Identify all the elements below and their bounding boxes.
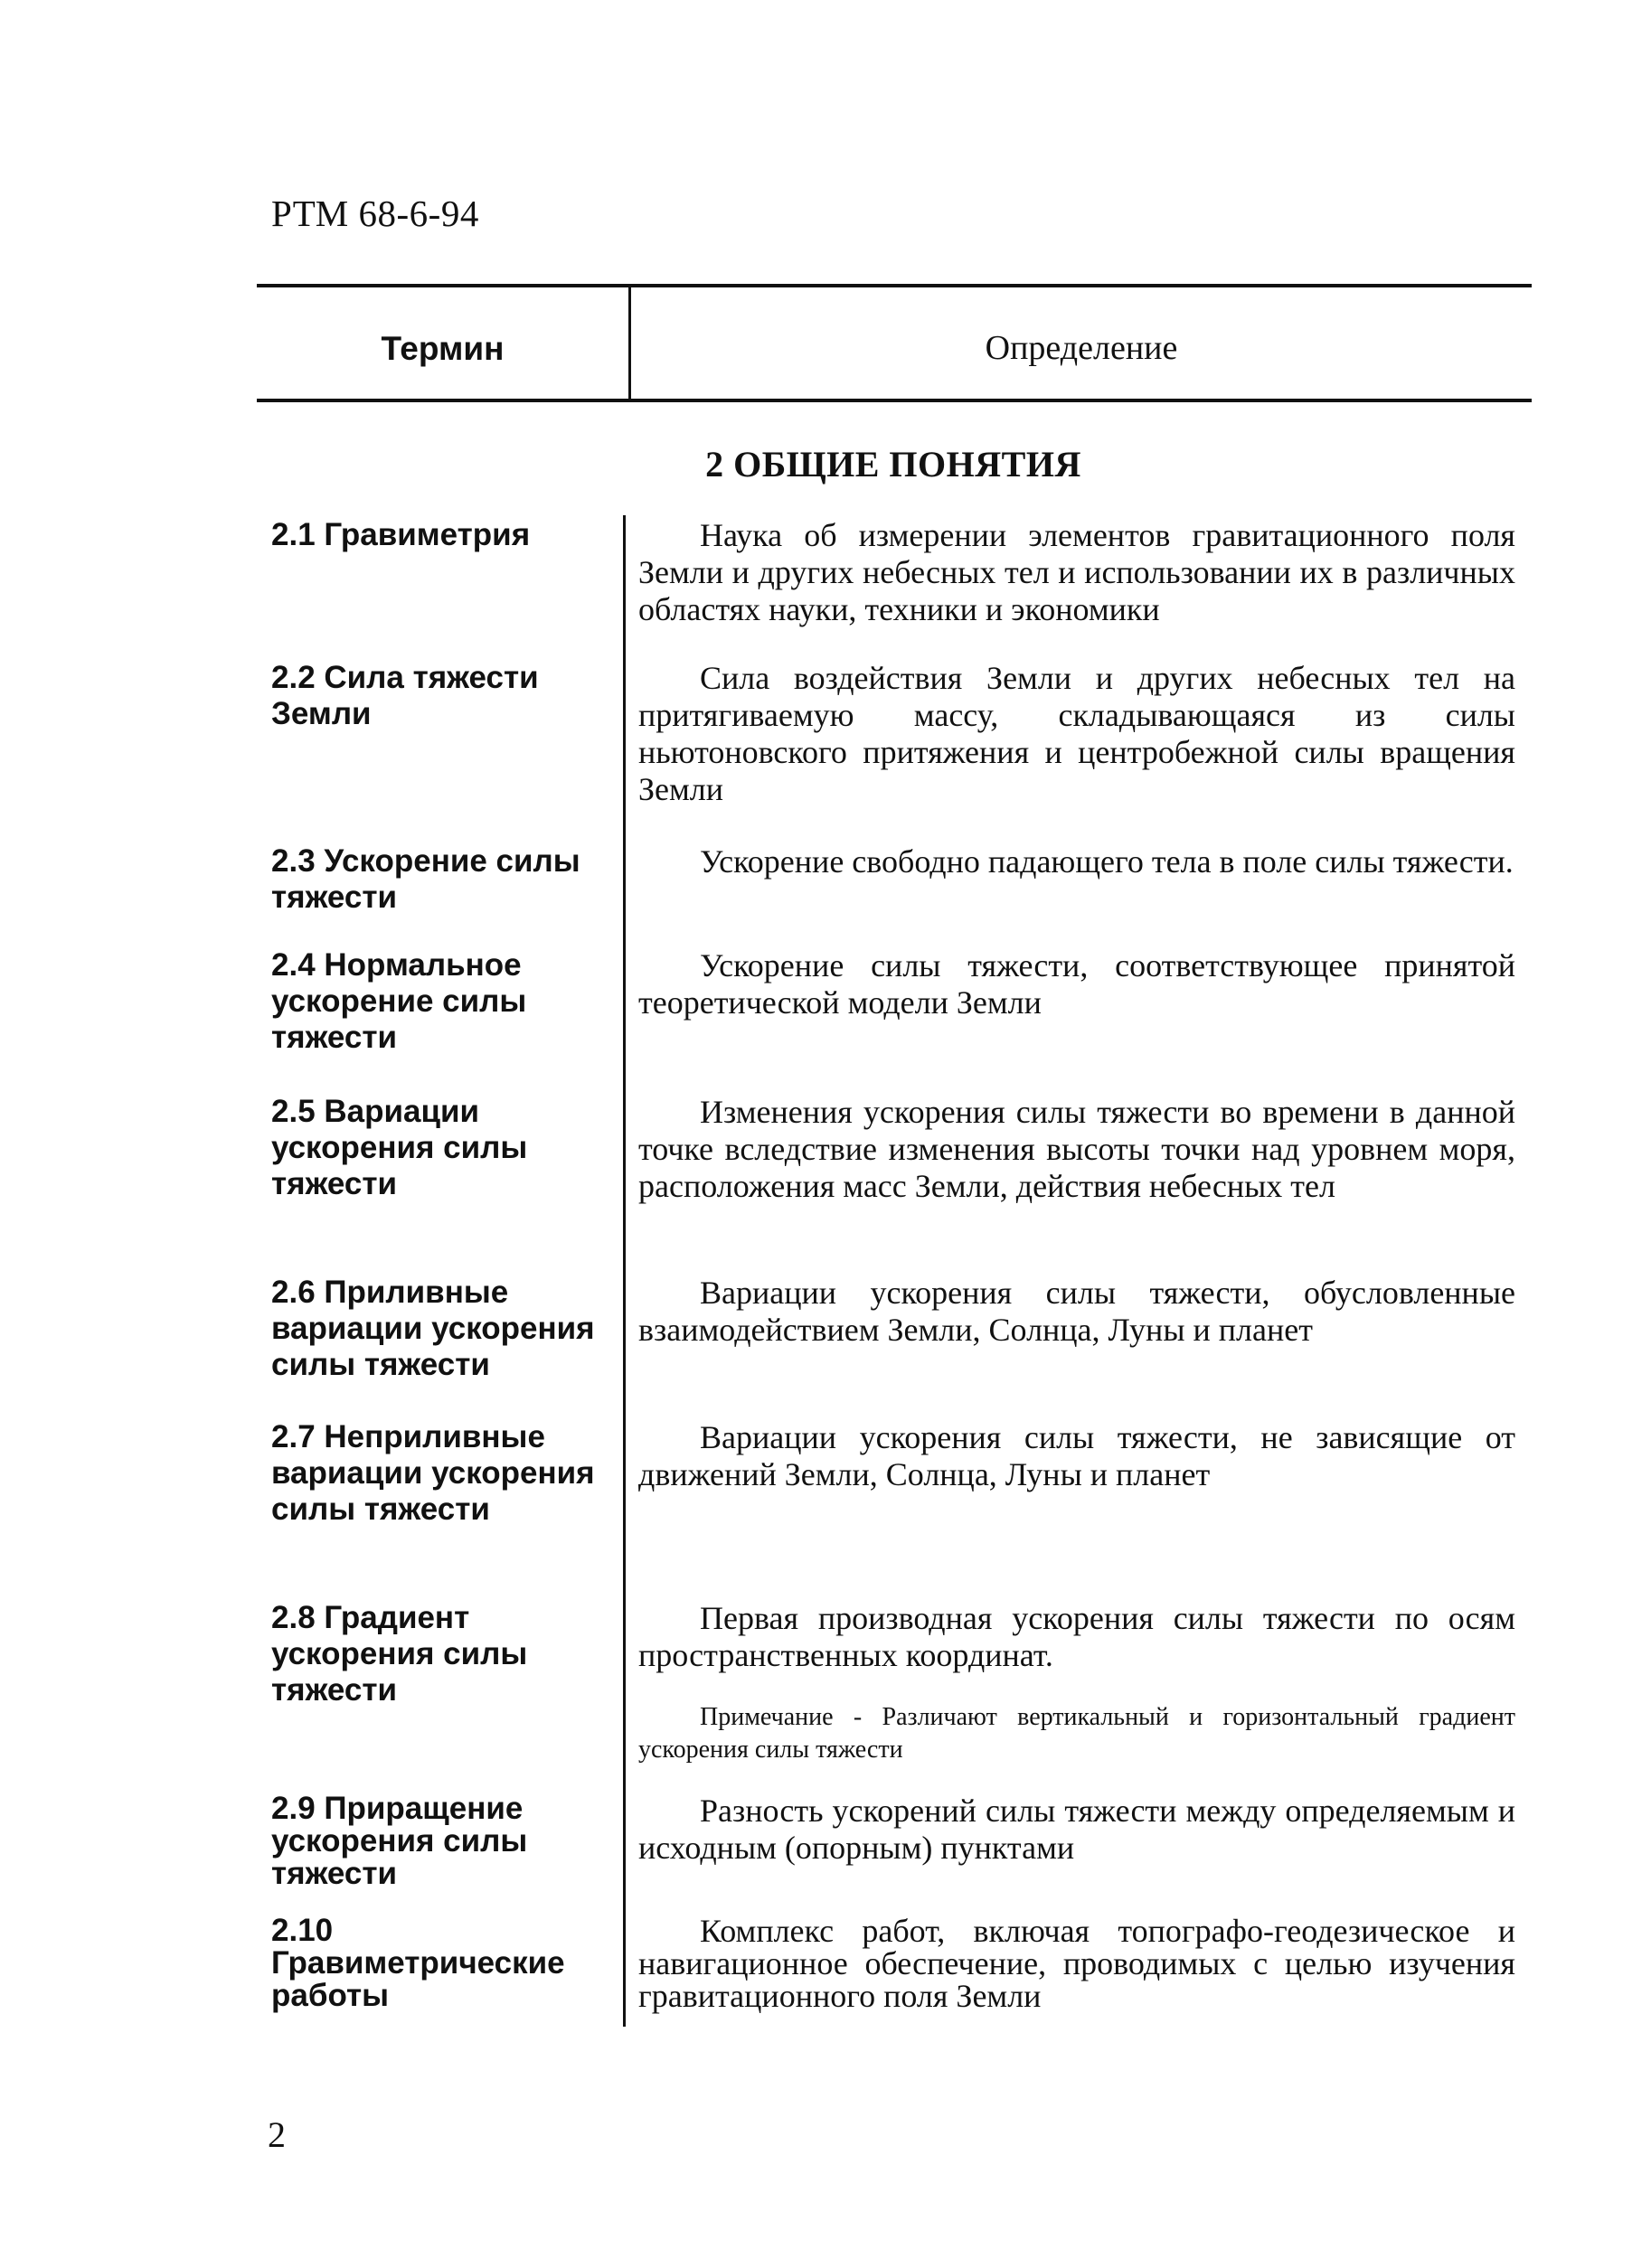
- term: 2.10 Гравиметрические работы: [271, 1913, 565, 2013]
- document-code: РТМ 68-6-94: [271, 193, 479, 234]
- definition: Первая производная ускорения силы тяжести по осям пространственных координат.: [638, 1600, 1515, 1673]
- term: 2.5 Вариации ускорения силы тяжести: [271, 1094, 528, 1201]
- header-term: Термин: [381, 330, 505, 367]
- term: 2.2 Сила тяжести Земли: [271, 660, 539, 731]
- term: 2.9 Приращение ускорения силы тяжести: [271, 1791, 528, 1891]
- header-definition: Определение: [985, 329, 1178, 367]
- term: 2.4 Нормальное ускорение силы тяжести: [271, 947, 527, 1055]
- definition: Вариации ускорения силы тяжести, не зависящие от движений Земли, Солнца, Луны и планет: [638, 1419, 1515, 1492]
- definition: Изменения ускорения силы тяжести во времени в данной точке вследствие изменения высоты точки над уровнем моря, расположения масс Земли, действия небесных тел: [638, 1094, 1515, 1204]
- definition: Ускорение свободно падающего тела в поле силы тяжести.: [700, 843, 1514, 880]
- term: 2.3 Ускорение силы тяжести: [271, 843, 580, 915]
- term: 2.6 Приливные вариации ускорения силы тяжести: [271, 1275, 595, 1382]
- term: 2.1 Гравиметрия: [271, 517, 531, 552]
- term: 2.7 Неприливные вариации ускорения силы тяжести: [271, 1419, 595, 1527]
- definition: Разность ускорений силы тяжести между определяемым и исходным (опорным) пунктами: [638, 1793, 1515, 1866]
- definition: Вариации ускорения силы тяжести, обусловленные взаимодействием Земли, Солнца, Луны и планет: [638, 1275, 1515, 1348]
- table-top-rule: [257, 284, 1532, 287]
- section-title: 2 ОБЩИЕ ПОНЯТИЯ: [705, 444, 1081, 485]
- definition: Наука об измерении элементов гравитационного поля Земли и других небесных тел и использовании их в различных областях науки, техники и экономики: [638, 517, 1515, 627]
- page-number: 2: [268, 2114, 286, 2155]
- table-header-rule: [257, 399, 1532, 402]
- definition: Комплекс работ, включая топографо-геодезическое и навигационное обеспечение, проводимых с целью изучения гравитационного поля Земли: [638, 1913, 1515, 2014]
- definition: Сила воздействия Земли и других небесных тел на притягиваемую массу, складывающаяся из силы ньютоновского притяжения и центробежной силы вращения Земли: [638, 660, 1515, 807]
- definition-note: Примечание - Различают вертикальный и горизонтальный градиент ускорения силы тяжести: [638, 1703, 1515, 1764]
- definition: Ускорение силы тяжести, соответствующее принятой теоретической модели Земли: [638, 947, 1515, 1021]
- term: 2.8 Градиент ускорения силы тяжести: [271, 1600, 528, 1708]
- body-column-divider: [623, 515, 626, 2027]
